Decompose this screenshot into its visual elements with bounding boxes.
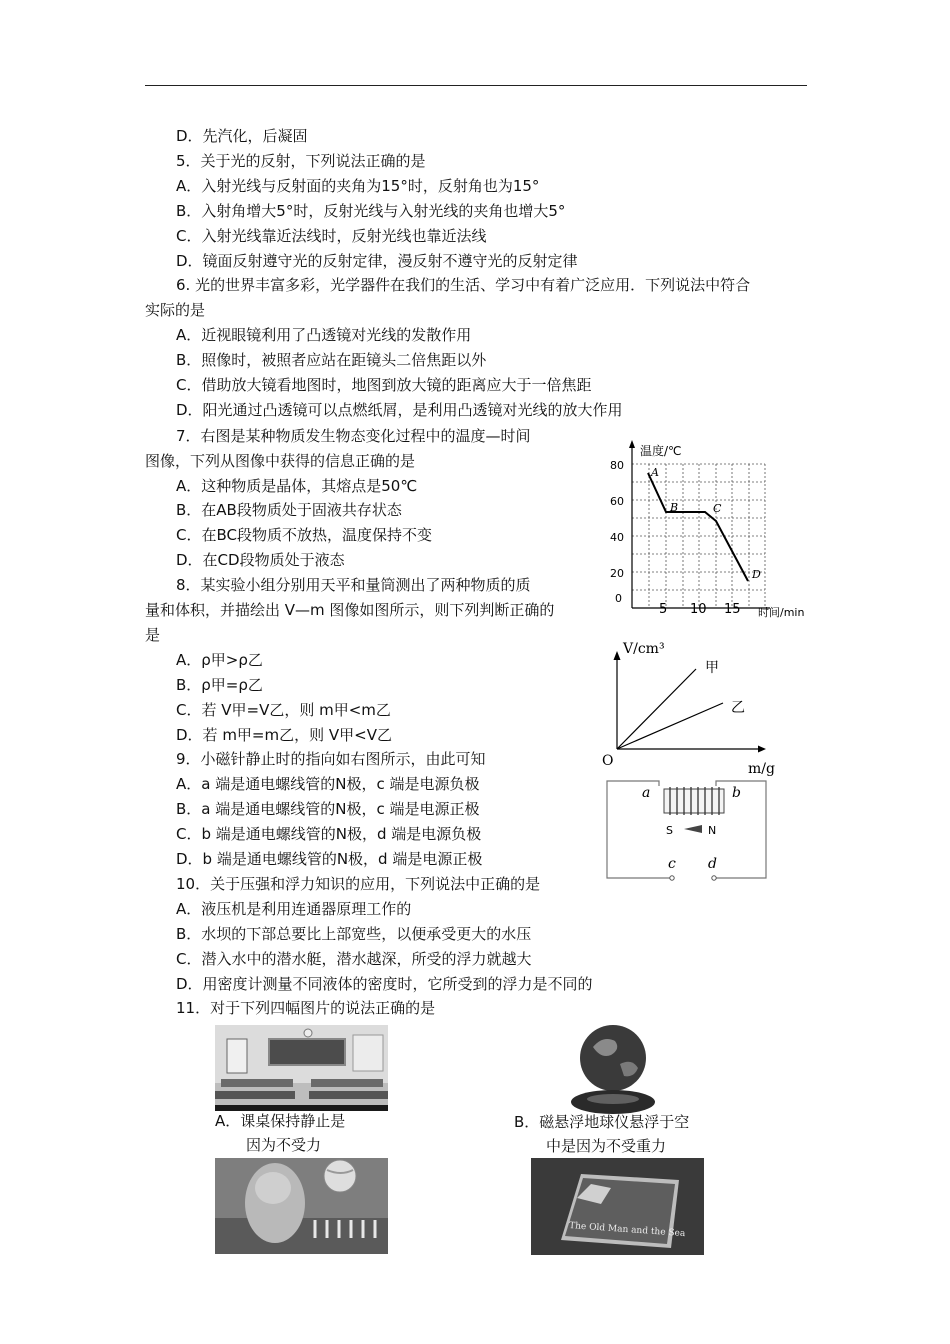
- end-b-label: b: [732, 785, 741, 801]
- series-jia-line: [617, 669, 696, 749]
- left-wire: [607, 781, 672, 878]
- terminal-d: [712, 876, 716, 880]
- question-9: 9．小磁针静止时的指向如右图所示，由此可知: [176, 750, 486, 768]
- y-axis-arrow: [614, 651, 621, 660]
- q9-option-d: D．b 端是通电螺线管的N极，d 端是电源正极: [176, 850, 483, 868]
- y-axis-arrow: [629, 440, 635, 448]
- photo-a-caption-2: 因为不受力: [246, 1136, 322, 1154]
- photo-b-caption-2: 中是因为不受重力: [546, 1137, 667, 1155]
- question-7-cont: 图像，下列从图像中获得的信息正确的是: [145, 452, 416, 470]
- point-label-d: D: [752, 568, 761, 581]
- text-line: D．先汽化，后凝固: [176, 127, 308, 145]
- q6-option-c: C．借助放大镜看地图时，地图到放大镜的距离应大于一倍焦距: [176, 376, 592, 394]
- x-tick: 5: [659, 602, 668, 617]
- needle-n-label: N: [708, 824, 717, 837]
- series-yi-label: 乙: [731, 700, 745, 716]
- question-11: 11．对于下列四幅图片的说法正确的是: [176, 999, 436, 1017]
- temperature-time-graph: [600, 438, 815, 623]
- photo-b-caption-1: B．磁悬浮地球仪悬浮于空: [514, 1113, 690, 1131]
- question-8: 8．某实验小组分别用天平和量筒测出了两种物质的质: [176, 576, 531, 594]
- q5-option-a: A．入射光线与反射面的夹角为15°时，反射角也为15°: [176, 177, 540, 195]
- y-tick: 40: [610, 531, 624, 544]
- question-6: 6. 光的世界丰富多彩，光学器件在我们的生活、学习中有着广泛应用．下列说法中符合: [176, 276, 751, 294]
- q10-option-c: C．潜入水中的潜水艇，潜水越深，所受的浮力就越大: [176, 950, 532, 968]
- question-8-cont: 量和体积，并描绘出 V—m 图像如图所示，则下列判断正确的: [145, 601, 555, 619]
- q9-option-c: C．b 端是通电螺线管的N极，d 端是电源负极: [176, 825, 482, 843]
- series-yi-line: [617, 703, 723, 749]
- x-tick: 15: [724, 602, 741, 617]
- point-label-b: B: [670, 501, 679, 514]
- x-tick: 10: [690, 602, 707, 617]
- question-8-cont2: 是: [145, 626, 161, 644]
- terminal-c: [670, 876, 674, 880]
- x-axis-label: m/g: [748, 761, 775, 777]
- needle-s-label: S: [666, 824, 673, 837]
- photo-a-caption-1: A．课桌保持静止是: [215, 1112, 346, 1130]
- y-tick: 80: [610, 459, 624, 472]
- q10-option-b: B．水坝的下部总要比上部宽些，以便承受更大的水压: [176, 925, 532, 943]
- q8-option-b: B．ρ甲=ρ乙: [176, 676, 263, 694]
- q5-option-d: D．镜面反射遵守光的反射定律，漫反射不遵守光的反射定律: [176, 252, 578, 270]
- q8-option-a: A．ρ甲>ρ乙: [176, 651, 263, 669]
- classroom-photo-icon: [215, 1025, 388, 1111]
- q5-option-c: C．入射光线靠近法线时，反射光线也靠近法线: [176, 227, 487, 245]
- y-tick: 20: [610, 567, 624, 580]
- q9-option-b: B．a 端是通电螺线管的N极，c 端是电源正极: [176, 800, 480, 818]
- q7-option-c: C．在BC段物质不放热，温度保持不变: [176, 526, 432, 544]
- x-axis-arrow: [758, 746, 766, 753]
- q10-option-d: D．用密度计测量不同液体的密度时，它所受到的浮力是不同的: [176, 975, 593, 993]
- origin-label: O: [602, 753, 614, 769]
- y-axis-label: V/cm³: [623, 641, 665, 657]
- q7-option-b: B．在AB段物质处于固液共存状态: [176, 501, 402, 519]
- question-6-cont: 实际的是: [145, 301, 206, 319]
- solenoid-core: [664, 789, 724, 813]
- question-7: 7．右图是某种物质发生物态变化过程中的温度—时间: [176, 427, 531, 445]
- q7-option-d: D．在CD段物质处于液态: [176, 551, 345, 569]
- compass-needle-icon: [684, 825, 702, 833]
- solenoid-circuit-diagram: [604, 778, 770, 883]
- point-label-a: A: [651, 466, 659, 479]
- series-jia-label: 甲: [705, 660, 719, 676]
- q5-option-b: B．入射角增大5°时，反射光线与入射光线的夹角也增大5°: [176, 202, 566, 220]
- temperature-curve: [648, 473, 748, 581]
- q6-option-b: B．照像时，被照者应站在距镜头二倍焦距以外: [176, 351, 487, 369]
- maglev-globe-photo-icon: [548, 1022, 678, 1116]
- grid: [632, 464, 765, 608]
- end-a-label: a: [642, 785, 651, 801]
- x-axis-label: 时间/min: [758, 606, 805, 619]
- question-10: 10．关于压强和浮力知识的应用，下列说法中正确的是: [176, 875, 541, 893]
- q8-option-c: C．若 V甲=V乙，则 m甲<m乙: [176, 701, 391, 719]
- q10-option-a: A．液压机是利用连通器原理工作的: [176, 900, 412, 918]
- q8-option-d: D．若 m甲=m乙，则 V甲<V乙: [176, 726, 392, 744]
- point-label-c: C: [713, 502, 722, 515]
- terminal-c-label: c: [668, 856, 676, 872]
- volume-mass-graph: [598, 633, 783, 778]
- q7-option-a: A．这种物质是晶体，其熔点是50℃: [176, 477, 418, 495]
- y-tick: 0: [615, 592, 622, 605]
- q6-option-d: D．阳光通过凸透镜可以点燃纸屑，是利用凸透镜对光线的放大作用: [176, 401, 623, 419]
- book-photo-icon: [531, 1158, 704, 1255]
- q9-option-a: A．a 端是通电螺线管的N极，c 端是电源负极: [176, 775, 480, 793]
- terminal-d-label: d: [708, 856, 717, 872]
- q6-option-a: A．近视眼镜利用了凸透镜对光线的发散作用: [176, 326, 472, 344]
- book-title: The Old Man and the Sea: [568, 1221, 686, 1240]
- volleyball-photo-icon: [215, 1158, 388, 1254]
- header-rule: [145, 85, 807, 86]
- y-axis-label: 温度/℃: [640, 444, 682, 458]
- question-5: 5．关于光的反射，下列说法正确的是: [176, 152, 426, 170]
- y-tick: 60: [610, 495, 624, 508]
